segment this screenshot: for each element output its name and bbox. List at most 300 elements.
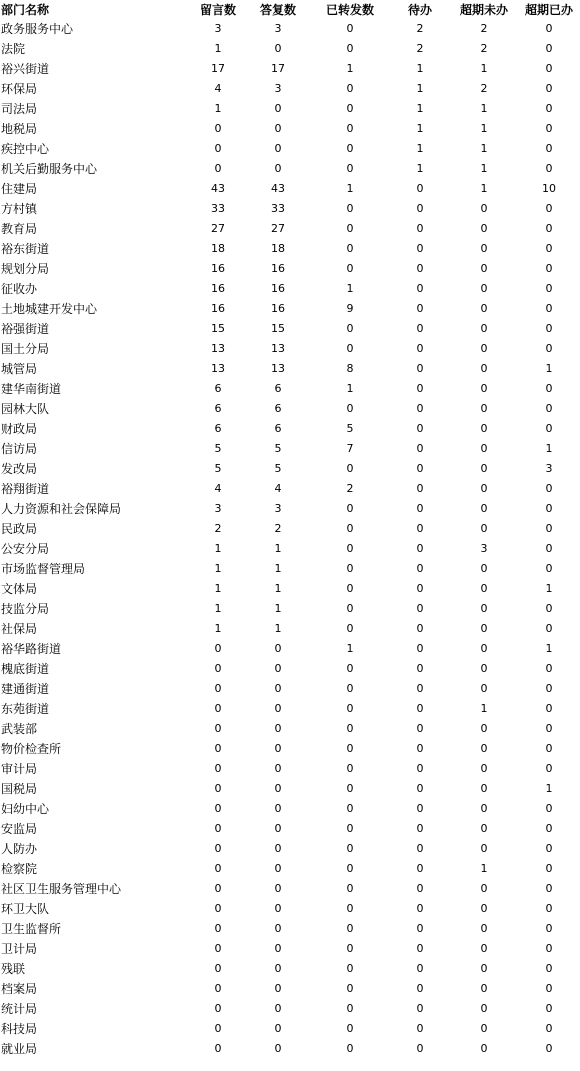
department-name-cell: 裕兴街道 — [1, 61, 50, 76]
table-row — [0, 258, 580, 278]
pending-cell: 0 — [416, 901, 424, 915]
replies-cell: 0 — [274, 721, 282, 735]
overdue-handled-cell: 0 — [545, 681, 553, 695]
messages-cell: 0 — [214, 1001, 222, 1015]
replies-cell: 0 — [274, 981, 282, 995]
table-row — [0, 238, 580, 258]
replies-cell: 6 — [274, 401, 282, 415]
overdue-handled-cell: 0 — [545, 81, 553, 95]
messages-cell: 16 — [211, 281, 225, 295]
forwarded-cell: 0 — [346, 821, 354, 835]
replies-cell: 1 — [274, 561, 282, 575]
forwarded-cell: 1 — [346, 281, 354, 295]
forwarded-cell: 0 — [346, 461, 354, 475]
overdue-handled-cell: 1 — [545, 361, 553, 375]
pending-cell: 0 — [416, 561, 424, 575]
overdue-unhandled-cell: 0 — [480, 941, 488, 955]
overdue-unhandled-cell: 0 — [480, 981, 488, 995]
department-name-cell: 残联 — [1, 961, 26, 976]
overdue-unhandled-cell: 1 — [480, 141, 488, 155]
table-row — [0, 798, 580, 818]
messages-cell: 0 — [214, 841, 222, 855]
table-row — [0, 578, 580, 598]
table-row — [0, 478, 580, 498]
pending-cell: 0 — [416, 321, 424, 335]
forwarded-cell: 0 — [346, 341, 354, 355]
replies-cell: 0 — [274, 41, 282, 55]
department-name-cell: 国土分局 — [1, 341, 50, 356]
table-header — [0, 0, 580, 18]
department-name-cell: 社区卫生服务管理中心 — [1, 881, 122, 896]
pending-cell: 0 — [416, 541, 424, 555]
forwarded-cell: 0 — [346, 1021, 354, 1035]
replies-cell: 27 — [271, 221, 285, 235]
pending-cell: 1 — [416, 61, 424, 75]
pending-cell: 0 — [416, 741, 424, 755]
overdue-unhandled-cell: 0 — [480, 501, 488, 515]
overdue-handled-cell: 0 — [545, 501, 553, 515]
table-row — [0, 318, 580, 338]
replies-cell: 3 — [274, 81, 282, 95]
department-name-cell: 槐底街道 — [1, 661, 50, 676]
replies-cell: 17 — [271, 61, 285, 75]
overdue-unhandled-cell: 0 — [480, 1041, 488, 1055]
department-name-cell: 信访局 — [1, 441, 38, 456]
pending-cell: 0 — [416, 641, 424, 655]
forwarded-cell: 0 — [346, 801, 354, 815]
replies-cell: 3 — [274, 21, 282, 35]
table-row — [0, 58, 580, 78]
pending-cell: 0 — [416, 581, 424, 595]
table-row — [0, 78, 580, 98]
messages-cell: 0 — [214, 721, 222, 735]
table-row — [0, 858, 580, 878]
overdue-unhandled-cell: 0 — [480, 341, 488, 355]
pending-cell: 0 — [416, 421, 424, 435]
forwarded-cell: 0 — [346, 21, 354, 35]
table-row — [0, 698, 580, 718]
overdue-handled-cell: 0 — [545, 521, 553, 535]
forwarded-cell: 5 — [346, 421, 354, 435]
messages-cell: 0 — [214, 701, 222, 715]
forwarded-cell: 0 — [346, 681, 354, 695]
department-name-cell: 建通街道 — [1, 681, 50, 696]
overdue-unhandled-cell: 0 — [480, 461, 488, 475]
replies-cell: 0 — [274, 801, 282, 815]
overdue-unhandled-cell: 0 — [480, 481, 488, 495]
department-name-cell: 国税局 — [1, 781, 38, 796]
overdue-handled-cell: 0 — [545, 901, 553, 915]
pending-cell: 0 — [416, 941, 424, 955]
replies-cell: 0 — [274, 841, 282, 855]
forwarded-cell: 0 — [346, 1041, 354, 1055]
overdue-handled-cell: 0 — [545, 61, 553, 75]
pending-cell: 0 — [416, 441, 424, 455]
overdue-handled-cell: 0 — [545, 341, 553, 355]
pending-cell: 0 — [416, 461, 424, 475]
table-row — [0, 418, 580, 438]
replies-cell: 5 — [274, 461, 282, 475]
table-row — [0, 898, 580, 918]
overdue-handled-cell: 0 — [545, 921, 553, 935]
overdue-unhandled-cell: 2 — [480, 81, 488, 95]
overdue-handled-cell: 0 — [545, 141, 553, 155]
replies-cell: 0 — [274, 1041, 282, 1055]
overdue-handled-cell: 0 — [545, 281, 553, 295]
replies-cell: 0 — [274, 141, 282, 155]
messages-cell: 43 — [211, 181, 225, 195]
overdue-handled-cell: 0 — [545, 41, 553, 55]
overdue-handled-cell: 0 — [545, 841, 553, 855]
messages-cell: 0 — [214, 121, 222, 135]
department-name-cell: 安监局 — [1, 821, 38, 836]
column-header-messages: 留言数 — [199, 2, 236, 17]
overdue-unhandled-cell: 0 — [480, 781, 488, 795]
department-name-cell: 机关后勤服务中心 — [1, 161, 98, 176]
messages-cell: 1 — [214, 581, 222, 595]
overdue-handled-cell: 0 — [545, 421, 553, 435]
messages-cell: 0 — [214, 801, 222, 815]
overdue-handled-cell: 0 — [545, 1041, 553, 1055]
pending-cell: 0 — [416, 401, 424, 415]
table-row — [0, 98, 580, 118]
overdue-handled-cell: 0 — [545, 721, 553, 735]
column-header-pending: 待办 — [407, 2, 432, 17]
forwarded-cell: 0 — [346, 901, 354, 915]
messages-cell: 27 — [211, 221, 225, 235]
forwarded-cell: 0 — [346, 321, 354, 335]
pending-cell: 0 — [416, 261, 424, 275]
forwarded-cell: 0 — [346, 981, 354, 995]
overdue-unhandled-cell: 1 — [480, 121, 488, 135]
overdue-unhandled-cell: 0 — [480, 281, 488, 295]
pending-cell: 0 — [416, 181, 424, 195]
department-name-cell: 裕翔街道 — [1, 481, 50, 496]
table-row — [0, 158, 580, 178]
table-row — [0, 18, 580, 38]
messages-cell: 13 — [211, 361, 225, 375]
forwarded-cell: 0 — [346, 261, 354, 275]
pending-cell: 0 — [416, 681, 424, 695]
messages-cell: 1 — [214, 561, 222, 575]
pending-cell: 0 — [416, 521, 424, 535]
overdue-handled-cell: 0 — [545, 221, 553, 235]
overdue-unhandled-cell: 1 — [480, 161, 488, 175]
messages-cell: 2 — [214, 521, 222, 535]
messages-cell: 5 — [214, 461, 222, 475]
pending-cell: 0 — [416, 781, 424, 795]
messages-cell: 0 — [214, 761, 222, 775]
table-row — [0, 118, 580, 138]
forwarded-cell: 7 — [346, 441, 354, 455]
forwarded-cell: 0 — [346, 81, 354, 95]
overdue-unhandled-cell: 0 — [480, 241, 488, 255]
overdue-unhandled-cell: 0 — [480, 221, 488, 235]
department-name-cell: 裕东街道 — [1, 241, 50, 256]
messages-cell: 0 — [214, 1021, 222, 1035]
table-row — [0, 398, 580, 418]
messages-cell: 0 — [214, 141, 222, 155]
column-header-overdue-unhandled: 超期未办 — [459, 2, 508, 17]
replies-cell: 13 — [271, 341, 285, 355]
department-name-cell: 民政局 — [1, 521, 38, 536]
overdue-unhandled-cell: 1 — [480, 181, 488, 195]
department-name-cell: 城管局 — [1, 361, 38, 376]
department-name-cell: 地税局 — [1, 121, 38, 136]
overdue-handled-cell: 0 — [545, 261, 553, 275]
overdue-unhandled-cell: 0 — [480, 801, 488, 815]
department-name-cell: 财政局 — [1, 421, 38, 436]
table-row — [0, 958, 580, 978]
forwarded-cell: 0 — [346, 581, 354, 595]
table-row — [0, 718, 580, 738]
overdue-handled-cell: 0 — [545, 941, 553, 955]
replies-cell: 6 — [274, 381, 282, 395]
messages-cell: 1 — [214, 541, 222, 555]
overdue-unhandled-cell: 0 — [480, 301, 488, 315]
forwarded-cell: 1 — [346, 641, 354, 655]
overdue-unhandled-cell: 0 — [480, 841, 488, 855]
messages-cell: 0 — [214, 681, 222, 695]
overdue-handled-cell: 0 — [545, 481, 553, 495]
overdue-handled-cell: 3 — [545, 461, 553, 475]
forwarded-cell: 0 — [346, 921, 354, 935]
replies-cell: 1 — [274, 581, 282, 595]
messages-cell: 15 — [211, 321, 225, 335]
messages-cell: 13 — [211, 341, 225, 355]
overdue-handled-cell: 0 — [545, 401, 553, 415]
table-row — [0, 918, 580, 938]
replies-cell: 0 — [274, 881, 282, 895]
overdue-unhandled-cell: 2 — [480, 21, 488, 35]
messages-cell: 3 — [214, 21, 222, 35]
forwarded-cell: 0 — [346, 201, 354, 215]
messages-cell: 4 — [214, 81, 222, 95]
table-row — [0, 458, 580, 478]
pending-cell: 0 — [416, 201, 424, 215]
messages-cell: 0 — [214, 921, 222, 935]
overdue-handled-cell: 0 — [545, 661, 553, 675]
table-row — [0, 38, 580, 58]
department-name-cell: 疾控中心 — [1, 141, 50, 156]
messages-cell: 0 — [214, 901, 222, 915]
messages-cell: 0 — [214, 781, 222, 795]
messages-cell: 6 — [214, 421, 222, 435]
overdue-unhandled-cell: 0 — [480, 681, 488, 695]
overdue-unhandled-cell: 0 — [480, 721, 488, 735]
overdue-unhandled-cell: 0 — [480, 421, 488, 435]
messages-cell: 0 — [214, 641, 222, 655]
department-name-cell: 就业局 — [1, 1041, 38, 1056]
pending-cell: 0 — [416, 961, 424, 975]
messages-cell: 0 — [214, 661, 222, 675]
forwarded-cell: 1 — [346, 381, 354, 395]
overdue-unhandled-cell: 1 — [480, 101, 488, 115]
department-name-cell: 妇幼中心 — [1, 801, 50, 816]
replies-cell: 15 — [271, 321, 285, 335]
replies-cell: 2 — [274, 521, 282, 535]
overdue-unhandled-cell: 1 — [480, 61, 488, 75]
overdue-handled-cell: 10 — [542, 181, 556, 195]
pending-cell: 0 — [416, 1041, 424, 1055]
forwarded-cell: 0 — [346, 521, 354, 535]
forwarded-cell: 0 — [346, 161, 354, 175]
replies-cell: 0 — [274, 781, 282, 795]
overdue-unhandled-cell: 0 — [480, 881, 488, 895]
overdue-unhandled-cell: 0 — [480, 321, 488, 335]
overdue-unhandled-cell: 0 — [480, 581, 488, 595]
overdue-unhandled-cell: 0 — [480, 821, 488, 835]
pending-cell: 0 — [416, 821, 424, 835]
column-header-replies: 答复数 — [259, 2, 296, 17]
overdue-unhandled-cell: 0 — [480, 741, 488, 755]
department-name-cell: 住建局 — [1, 181, 38, 196]
forwarded-cell: 0 — [346, 401, 354, 415]
messages-cell: 16 — [211, 261, 225, 275]
department-name-cell: 裕华路街道 — [1, 641, 62, 656]
overdue-handled-cell: 0 — [545, 801, 553, 815]
department-name-cell: 司法局 — [1, 101, 38, 116]
overdue-unhandled-cell: 0 — [480, 1001, 488, 1015]
forwarded-cell: 1 — [346, 61, 354, 75]
pending-cell: 0 — [416, 861, 424, 875]
forwarded-cell: 0 — [346, 701, 354, 715]
table-row — [0, 978, 580, 998]
replies-cell: 0 — [274, 121, 282, 135]
replies-cell: 0 — [274, 901, 282, 915]
department-name-cell: 公安分局 — [1, 541, 50, 556]
table-row — [0, 678, 580, 698]
table-row — [0, 438, 580, 458]
overdue-handled-cell: 0 — [545, 601, 553, 615]
forwarded-cell: 0 — [346, 861, 354, 875]
department-name-cell: 统计局 — [1, 1001, 38, 1016]
table-row — [0, 778, 580, 798]
column-header-overdue-handled: 超期已办 — [524, 2, 573, 17]
pending-cell: 1 — [416, 161, 424, 175]
pending-cell: 0 — [416, 601, 424, 615]
replies-cell: 1 — [274, 541, 282, 555]
department-name-cell: 环卫大队 — [1, 901, 50, 916]
table-row — [0, 218, 580, 238]
overdue-unhandled-cell: 0 — [480, 441, 488, 455]
department-name-cell: 人防办 — [1, 841, 38, 856]
replies-cell: 0 — [274, 941, 282, 955]
replies-cell: 0 — [274, 861, 282, 875]
replies-cell: 0 — [274, 101, 282, 115]
department-name-cell: 土地城建开发中心 — [1, 301, 98, 316]
pending-cell: 0 — [416, 241, 424, 255]
overdue-unhandled-cell: 1 — [480, 861, 488, 875]
department-name-cell: 档案局 — [1, 981, 38, 996]
replies-cell: 3 — [274, 501, 282, 515]
overdue-unhandled-cell: 0 — [480, 561, 488, 575]
pending-cell: 0 — [416, 841, 424, 855]
department-name-cell: 法院 — [1, 41, 26, 56]
replies-cell: 0 — [274, 1021, 282, 1035]
messages-cell: 0 — [214, 941, 222, 955]
forwarded-cell: 1 — [346, 181, 354, 195]
overdue-handled-cell: 0 — [545, 741, 553, 755]
table-row — [0, 878, 580, 898]
department-name-cell: 发改局 — [1, 461, 38, 476]
overdue-handled-cell: 0 — [545, 101, 553, 115]
messages-cell: 6 — [214, 381, 222, 395]
pending-cell: 0 — [416, 721, 424, 735]
replies-cell: 0 — [274, 661, 282, 675]
pending-cell: 0 — [416, 481, 424, 495]
replies-cell: 18 — [271, 241, 285, 255]
overdue-handled-cell: 0 — [545, 381, 553, 395]
replies-cell: 43 — [271, 181, 285, 195]
messages-cell: 0 — [214, 961, 222, 975]
overdue-handled-cell: 0 — [545, 161, 553, 175]
pending-cell: 0 — [416, 621, 424, 635]
overdue-handled-cell: 0 — [545, 1021, 553, 1035]
overdue-handled-cell: 0 — [545, 1001, 553, 1015]
overdue-handled-cell: 1 — [545, 441, 553, 455]
table-row — [0, 658, 580, 678]
department-name-cell: 市场监督管理局 — [1, 561, 86, 576]
overdue-unhandled-cell: 0 — [480, 201, 488, 215]
column-header-forwarded: 已转发数 — [325, 2, 374, 17]
overdue-handled-cell: 0 — [545, 981, 553, 995]
department-name-cell: 园林大队 — [1, 401, 50, 416]
forwarded-cell: 0 — [346, 1001, 354, 1015]
replies-cell: 0 — [274, 701, 282, 715]
forwarded-cell: 0 — [346, 141, 354, 155]
table-row — [0, 618, 580, 638]
replies-cell: 0 — [274, 821, 282, 835]
overdue-handled-cell: 0 — [545, 621, 553, 635]
replies-cell: 13 — [271, 361, 285, 375]
overdue-unhandled-cell: 0 — [480, 381, 488, 395]
pending-cell: 0 — [416, 381, 424, 395]
messages-cell: 1 — [214, 41, 222, 55]
replies-cell: 5 — [274, 441, 282, 455]
forwarded-cell: 0 — [346, 101, 354, 115]
pending-cell: 0 — [416, 801, 424, 815]
overdue-handled-cell: 0 — [545, 861, 553, 875]
replies-cell: 1 — [274, 601, 282, 615]
overdue-unhandled-cell: 0 — [480, 361, 488, 375]
pending-cell: 0 — [416, 661, 424, 675]
department-name-cell: 政务服务中心 — [1, 21, 74, 36]
pending-cell: 0 — [416, 921, 424, 935]
overdue-handled-cell: 0 — [545, 321, 553, 335]
pending-cell: 2 — [416, 41, 424, 55]
table-row — [0, 378, 580, 398]
forwarded-cell: 0 — [346, 781, 354, 795]
overdue-handled-cell: 0 — [545, 201, 553, 215]
table-row — [0, 138, 580, 158]
forwarded-cell: 0 — [346, 221, 354, 235]
forwarded-cell: 0 — [346, 961, 354, 975]
department-name-cell: 环保局 — [1, 81, 38, 96]
replies-cell: 0 — [274, 1001, 282, 1015]
overdue-unhandled-cell: 0 — [480, 601, 488, 615]
messages-cell: 17 — [211, 61, 225, 75]
header-row — [0, 0, 580, 18]
forwarded-cell: 0 — [346, 621, 354, 635]
department-name-cell: 裕强街道 — [1, 321, 50, 336]
overdue-unhandled-cell: 2 — [480, 41, 488, 55]
replies-cell: 0 — [274, 961, 282, 975]
messages-cell: 18 — [211, 241, 225, 255]
pending-cell: 1 — [416, 121, 424, 135]
messages-cell: 0 — [214, 881, 222, 895]
replies-cell: 33 — [271, 201, 285, 215]
